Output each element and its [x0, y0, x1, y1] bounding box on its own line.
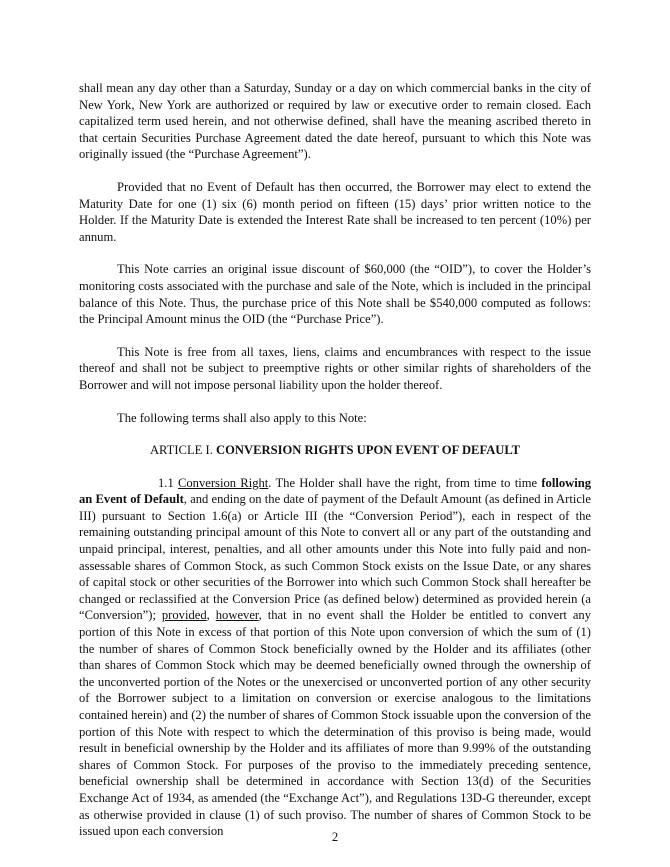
section-text-2: , and ending on the date of payment of the Default Amount (as defined in Article III) pursuant to Section 1.6(a) or Article III (the “Conversion Period”), each in respect of the remaining outstanding principal amount of this Note to convert all or any part of the outstanding and unpaid principal, interest, penalties, and all other amounts under this Note into fully paid and non-assessable shares of Common Stock, as such Common Stock exists on the Issue Date, or any shares of capital stock or other securities of the Borrower into which such Common Stock shall hereafter be changed or reclassified at the Conversion Price (as defined below) determined as provided herein (a “Conversion”);: [79, 492, 591, 623]
section-bold-event-of-default: following an Event of Default: [79, 475, 592, 507]
paragraph-original-issue-discount: This Note carries an original issue discount of $60,000 (the “OID”), to cover the Holder’s monitoring costs associated with the purchase and sale of the Note, which is included in the principal balance of this Note. Thus, the purchase price of this Note shall be $540,000 computed as follows: the Principal Amount minus the OID (the “Purchase Price”).: [79, 262, 591, 327]
section-text-4: , that in no event shall the Holder be entitled to convert any portion of this Note in excess of that portion of this Note upon conversion of which the sum of (1) the number of shares of Common Stock beneficially owned by the Holder and its affiliates (other than shares of Common Stock which may be deemed beneficially owned through the ownership of the unconverted portion of the Notes or the unexercised or unconverted portion of any other security of the Borrower subject to a limitation on conversion or exercise analogous to the limitations contained herein) and (2) the number of shares of Common Stock issuable upon the conversion of the portion of this Note with respect to which the determination of this proviso is being made, would result in beneficial ownership by the Holder and its affiliates of more than 9.99% of the outstanding shares of Common Stock. For purposes of the proviso to the immediately preceding sentence, beneficial ownership shall be determined in accordance with Section 13(d) of the Securities Exchange Act of 1934, as amended (the “Exchange Act”), and Regulations 13D-G thereunder, except as otherwise provided in clause (1) of such proviso. The number of shares of Common Stock to be issued upon each conversion: [79, 608, 592, 839]
article-title: CONVERSION RIGHTS UPON EVENT OF DEFAULT: [216, 443, 521, 458]
paragraph-business-day-definition: shall mean any day other than a Saturday, Sunday or a day on which commercial banks in the city of New York, New York are authorized or required by law or executive order to remain closed. Each capitalized term used herein, and not otherwise defined, shall have the meaning ascribed thereto in that certain Securities Purchase Agreement dated the date hereof, pursuant to which this Note was originally issued (the “Purchase Agreement”).: [79, 81, 591, 162]
section-heading: Conversion Right: [177, 475, 269, 490]
section-conversion-right: [79, 475, 591, 840]
section-number: 1.1: [158, 475, 178, 490]
section-provided: provided: [161, 608, 207, 623]
page-number: 2: [331, 830, 339, 844]
section-however: however: [215, 608, 259, 623]
section-text-3: ,: [206, 608, 216, 623]
section-text-1: . The Holder shall have the right, from time to time: [268, 475, 542, 490]
page-body: [79, 80, 591, 856]
paragraph-maturity-extension: Provided that no Event of Default has then occurred, the Borrower may elect to extend the Maturity Date for one (1) six (6) month period on fifteen (15) days’ prior written notice to the Holder. If the Maturity Date is extended the Interest Rate shall be increased to ten percent (10%) per annum.: [79, 179, 591, 244]
article-heading: [79, 442, 591, 459]
paragraph-free-from-taxes: This Note is free from all taxes, liens, claims and encumbrances with respect to the issue thereof and shall not be subject to preemptive rights or other similar rights of shareholders of the Borrower and will not impose personal liability upon the holder thereof.: [79, 344, 591, 392]
article-prefix: ARTICLE I.: [149, 443, 216, 458]
paragraph-following-terms: The following terms shall also apply to this Note:: [117, 410, 367, 425]
